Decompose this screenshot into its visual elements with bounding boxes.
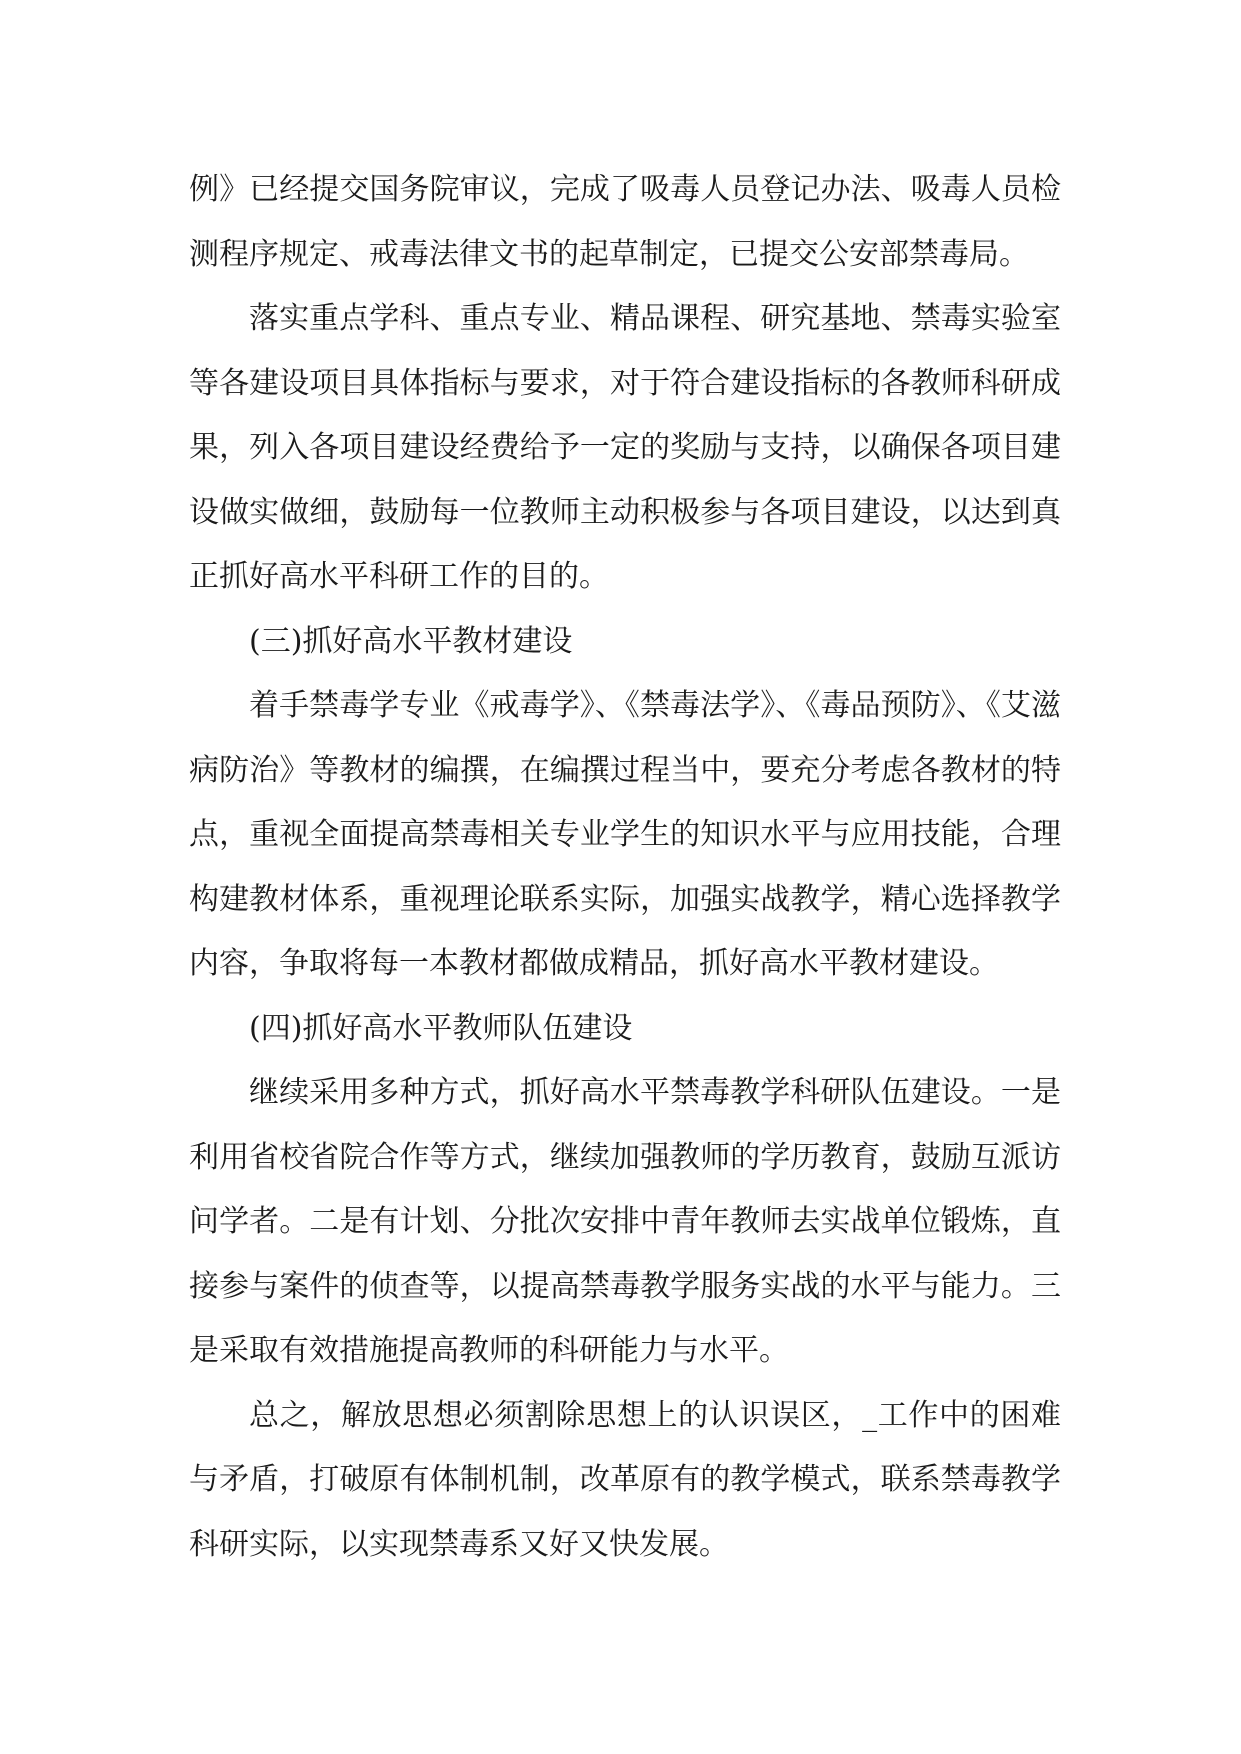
paragraph-key-disciplines: 落实重点学科、重点专业、精品课程、研究基地、禁毒实验室等各建设项目具体指标与要求，对于符合建设指标的各教师科研成果，列入各项目建设经费给予一定的奖励与支持，以确保各项目建设做实做细，鼓励每一位教师主动积极参与各项目建设，以达到真正抓好高水平科研工作的目的。 bbox=[189, 301, 1061, 594]
section-heading-textbooks: (三)抓好高水平教材建设 bbox=[249, 623, 573, 659]
paragraph-textbooks: 着手禁毒学专业《戒毒学》、《禁毒法学》、《毒品预防》、《艾滋病防治》等教材的编撰，在编撰过程当中，要充分考虑各教材的特点，重视全面提高禁毒相关专业学生的知识水平与应用技能，合理构建教材体系，重视理论联系实际，加强实战教学，精心选择教学内容，争取将每一本教材都做成精品，抓好高水平教材建设。 bbox=[189, 688, 1061, 981]
paragraph-conclusion: 总之，解放思想必须割除思想上的认识误区，_工作中的困难与矛盾，打破原有体制机制，改革原有的教学模式，联系禁毒教学科研实际，以实现禁毒系又好又快发展。 bbox=[189, 1397, 1061, 1562]
section-heading-teachers: (四)抓好高水平教师队伍建设 bbox=[249, 1010, 633, 1046]
document-body bbox=[189, 158, 1061, 1577]
paragraph-continuation: 例》已经提交国务院审议，完成了吸毒人员登记办法、吸毒人员检测程序规定、戒毒法律文书的起草制定，已提交公安部禁毒局。 bbox=[189, 172, 1061, 272]
paragraph-teachers: 继续采用多种方式，抓好高水平禁毒教学科研队伍建设。一是利用省校省院合作等方式，继续加强教师的学历教育，鼓励互派访问学者。二是有计划、分批次安排中青年教师去实战单位锻炼，直接参与案件的侦查等，以提高禁毒教学服务实战的水平与能力。三是采取有效措施提高教师的科研能力与水平。 bbox=[189, 1075, 1061, 1368]
